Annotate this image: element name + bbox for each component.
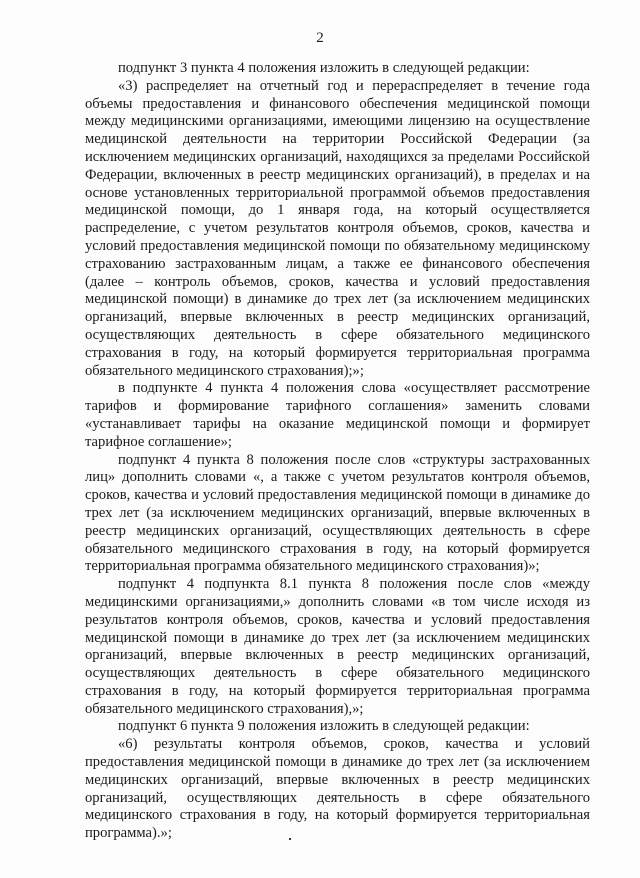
scan-speck (289, 838, 291, 840)
paragraph-1: подпункт 3 пункта 4 положения изложить в следующей редакции: (118, 60, 530, 76)
paragraph-3: в подпункте 4 пункта 4 положения слова «осуществляет рассмотрение тарифов и формирование тарифного соглашения» заменить словами «устанавливает тарифы на оказание медицинской помощи и формирует тарифное соглашение»; (85, 380, 590, 450)
document-body (85, 60, 590, 843)
paragraph-4: подпункт 4 пункта 8 положения после слов «структуры застрахованных лиц» дополнить словами «, а также с учетом результатов контроля объемов, сроков, качества и условий предоставления медицинской помощи в динамике до трех лет (за исключением медицинских организаций, впервые включенных в реестр медицинских организаций, осуществляющих деятельность в сфере обязательного медицинского страхования в году, на который формируется территориальная программа обязательного медицинского страхования)»; (85, 451, 590, 575)
page-number: 2 (316, 30, 324, 46)
paragraph-7: «6) результаты контроля объемов, сроков, качества и условий предоставления медицинской помощи в динамике до трех лет (за исключением медицинских организаций, впервые включенных в реестр медицинских организаций, осуществляющих деятельность в сфере обязательного медицинского страхования в году, на который формируется территориальная программа).»; (85, 736, 590, 842)
paragraph-6: подпункт 6 пункта 9 положения изложить в следующей редакции: (118, 718, 530, 735)
paragraph-2: «3) распределяет на отчетный год и перераспределяет в течение года объемы предоставления и финансового обеспечения медицинской помощи между медицинскими организациями, имеющими лицензию на осуществление медицинской деятельности на территории Российской Федерации (за исключением медицинских организаций, находящихся за пределами Российской Федерации, включенных в реестр медицинских организаций), в пределах и на основе установленных территориальной программой объемов предоставления медицинской помощи, до 1 января года, на который осуществляется распределение, с учетом результатов контроля объемов, сроков, качества и условий предоставления медицинской помощи по обязательному медицинскому страхованию застрахованным лицам, а также ее финансового обеспечения (далее – контроль объемов, сроков, качества и условий предоставления медицинской помощи) в динамике до трех лет (за исключением медицинских организаций, впервые включенных в реестр медицинских организаций, осуществляющих деятельность в сфере обязательного медицинского страхования в году, на который формируется территориальная программа обязательного медицинского страхования);»; (85, 77, 590, 379)
paragraph-5: подпункт 4 подпункта 8.1 пункта 8 положения после слов «между медицинскими организациями,» дополнить словами «в том числе исходя из результатов контроля объемов, сроков, качества и условий предоставления медицинской помощи в динамике до трех лет (за исключением медицинских организаций, впервые включенных в реестр медицинских организаций, осуществляющих деятельность в сфере обязательного медицинского страхования в году, на который формируется территориальная программа обязательного медицинского страхования),»; (85, 576, 590, 717)
